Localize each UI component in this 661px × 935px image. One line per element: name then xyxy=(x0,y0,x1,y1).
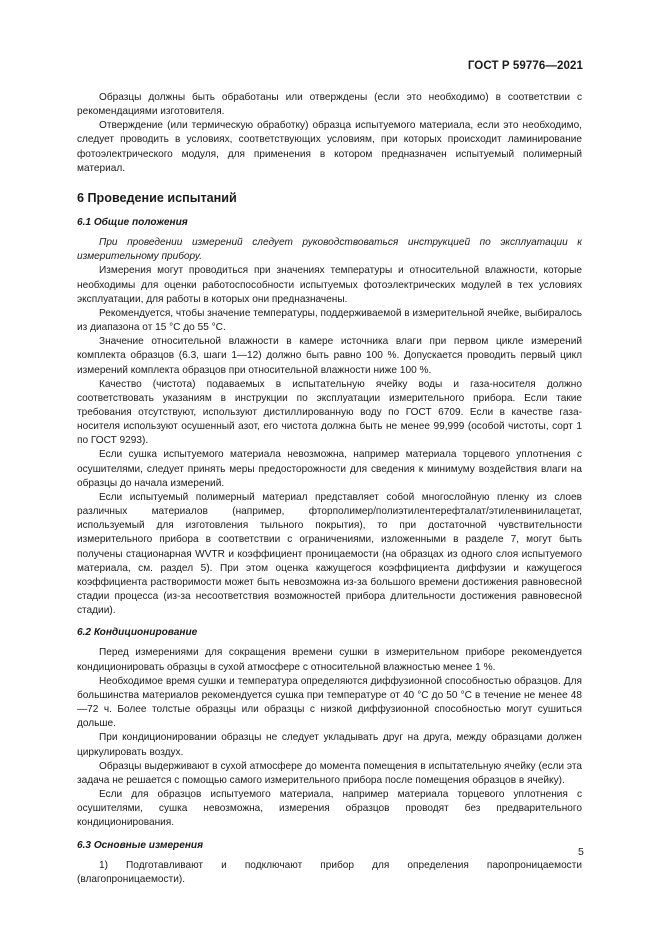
paragraph: Если испытуемый полимерный материал представляет собой многослойную пленку из слоев различных материалов (например, фторполимер/полиэтилентерефталат/этиленвинилацетат, используемый для изготовления тыльного покрытия), то при достаточной чувствительности измерительного прибора в соответствии с ограничениями, изложенными в разделе 7, могут быть получены стационарная WVTR и коэффициент проницаемости (на образцах из одного слоя испытуемого материала, см. раздел 5). При этом оценка кажущегося коэффициента диффузии и кажущегося коэффициента растворимости может быть невозможна из-за большого времени достижения равновесной стадии процесса (из-за несоответствия возможностей прибора длительности достижения равновесной стадии). xyxy=(77,491,582,617)
section-heading: 6 Проведение испытаний xyxy=(77,190,237,205)
paragraph: Образцы выдерживают в сухой атмосфере до момента помещения в испытательную ячейку (если эта задача не решается с помощью самого измерительного прибора после помещения образцов в ячейку). xyxy=(77,760,582,786)
paragraph: Если сушка испытуемого материала невозможна, например материала торцевого уплотнения с осушителями, следует принять меры предосторожности для сведения к минимуму воздействия влаги на образцы до начала измерений. xyxy=(77,449,582,489)
paragraph: Перед измерениями для сокращения времени сушки в измерительном приборе рекомендуется кондиционировать образцы в сухой атмосфере с относительной влажностью менее 1 %. xyxy=(77,647,582,673)
paragraph: Если для образцов испытуемого материала, например материала торцевого уплотнения с осушителями, сушка невозможна, измерения образцов проводят без предварительного кондиционирования. xyxy=(77,789,582,829)
paragraph: Качество (чистота) подаваемых в испытательную ячейку воды и газа-носителя должно соответствовать указаниям в инструкции по эксплуатации измерительного прибора. Если такие требования отсутствуют, используют дистиллированную воду по ГОСТ 6709. Если в качестве газа-носителя используют осушенный азот, его чистота должна быть не менее 99,999 (особой чистоты, сорт 1 по ГОСТ 9293). xyxy=(77,378,582,447)
subsection-heading: 6.2 Кондиционирование xyxy=(77,627,198,639)
paragraph: Измерения могут проводиться при значениях температуры и относительной влажности, которые необходимы для оценки работоспособности испытуемых фотоэлектрических модулей в тех условиях эксплуатации, для работы в которых они предназначены. xyxy=(77,265,582,305)
paragraph: Образцы должны быть обработаны или отверждены (если это необходимо) в соответствии с рекомендациями изготовителя. xyxy=(77,92,582,118)
paragraph: Рекомендуется, чтобы значение температуры, поддерживаемой в измерительной ячейке, выбиралось из диапазона от 15 °С до 55 °С. xyxy=(77,307,582,334)
paragraph: При проведении измерений следует руководствоваться инструкцией по эксплуатации к измерительному прибору. xyxy=(77,237,582,263)
subsection-heading: 6.1 Общие положения xyxy=(77,216,188,228)
page-number: 5 xyxy=(578,846,584,858)
paragraph: 1) Подготавливают и подключают прибор для определения паропроницаемости (влагопроницаемости). xyxy=(77,859,582,885)
paragraph: Значение относительной влажности в камере источника влаги при первом цикле измерений комплекта образцов (6.3, шаги 1—12) должно быть равно 100 %. Допускается проводить первый цикл измерений комплекта образцов при относительной влажности ниже 100 %. xyxy=(77,336,582,376)
page-body xyxy=(77,91,582,887)
subsection-heading: 6.3 Основные измерения xyxy=(77,839,204,851)
paragraph: Необходимое время сушки и температура определяются диффузионной способностью образцов. Для большинства материалов рекомендуется сушка при температуре от 40 °С до 50 °С в течение не менее 48—72 ч. Более толстые образцы или образцы с низкой диффузионной способностью могут сушиться дольше. xyxy=(77,675,582,730)
document-header: ГОСТ Р 59776—2021 xyxy=(467,60,583,72)
paragraph: При кондиционировании образцы не следует укладывать друг на друга, между образцами должен циркулировать воздух. xyxy=(77,732,582,758)
paragraph: Отверждение (или термическую обработку) образца испытуемого материала, если это необходимо, следует проводить в условиях, соответствующих условиям, при которых происходит ламинирование фотоэлектрического модуля, для применения в котором предназначен испытуемый полимерный материал. xyxy=(77,120,582,174)
